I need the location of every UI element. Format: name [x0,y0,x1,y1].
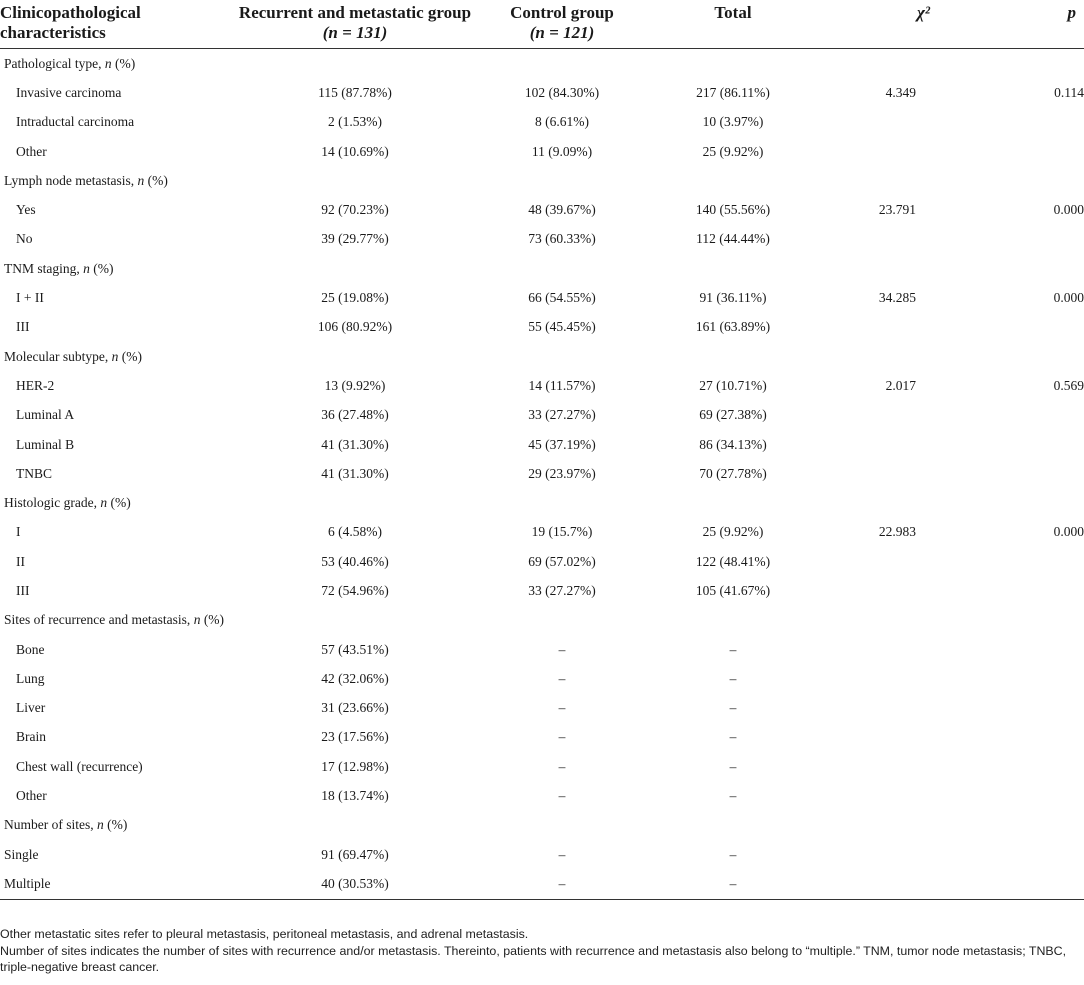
cell-total: 112 (44.44%) [696,231,770,247]
cell-chi-square [820,694,944,723]
cell-total: 86 (34.13%) [699,436,767,452]
cell-control: – [558,670,566,686]
cell-recurrent: 53 (40.46%) [321,553,389,569]
cell-total: 105 (41.67%) [695,582,771,598]
table-row [0,840,1084,869]
cell-control: – [558,758,566,774]
cell-control: 73 (60.33%) [528,231,596,247]
cell-total: – [729,846,737,862]
cell-recurrent: 40 (30.53%) [321,875,389,891]
cell-p-value [944,459,1084,488]
table-row [0,225,1084,254]
cell-control: 14 (11.57%) [528,377,596,393]
cell-control: 55 (45.45%) [528,319,596,335]
cell-control: – [558,788,566,804]
cell-control [478,254,646,283]
cell-control: 66 (54.55%) [528,290,596,306]
footnote-1: Other metastatic sites refer to pleural metastasis, peritoneal metastasis, and adrenal metastasis. [0,927,529,941]
header-characteristics-line1: Clinicopathological [0,3,141,22]
row-label: TNBC [16,465,53,481]
section-label: Sites of recurrence and metastasis, n (%) [4,612,225,628]
row-label: III [16,582,30,598]
header-control-group [478,0,646,49]
table-row [0,401,1084,430]
section-label: Histologic grade, n (%) [4,495,131,511]
cell-control: 33 (27.27%) [528,407,596,423]
cell-recurrent: 41 (31.30%) [321,465,389,481]
cell-recurrent: 18 (13.74%) [321,788,389,804]
cell-chi-square [820,635,944,664]
cell-control: 8 (6.61%) [535,114,589,130]
header-recurrent-line2: (n = 131) [322,23,388,42]
cell-p-value [944,313,1084,342]
cell-p-value [944,488,1084,517]
cell-total: 91 (36.11%) [699,290,767,306]
cell-total: – [729,875,737,891]
cell-recurrent [232,811,478,840]
cell-total [646,254,820,283]
table-row [0,547,1084,576]
cell-total: 122 (48.41%) [695,553,771,569]
row-label: Luminal B [16,436,75,452]
cell-control [478,342,646,371]
cell-chi-square [820,137,944,166]
cell-p-value [944,606,1084,635]
header-control-line2: (n = 121) [529,23,595,42]
table-row [0,313,1084,342]
table-row [0,195,1084,224]
cell-recurrent: 13 (9.92%) [324,377,386,393]
table-row [0,518,1084,547]
cell-p-value [944,49,1084,79]
row-label: II [16,553,25,569]
cell-control: – [558,641,566,657]
section-label: Number of sites, n (%) [4,817,128,833]
cell-p-value [944,401,1084,430]
table-row [0,635,1084,664]
cell-total: – [729,788,737,804]
cell-recurrent: 39 (29.77%) [321,231,389,247]
table-row [0,78,1084,107]
cell-control: 69 (57.02%) [528,553,596,569]
cell-recurrent: 36 (27.48%) [321,407,389,423]
table-row [0,430,1084,459]
cell-control: 29 (23.97%) [528,465,596,481]
row-label: Brain [16,729,46,745]
table-footnotes [0,926,1084,976]
cell-total [646,811,820,840]
cell-chi-square [820,225,944,254]
cell-recurrent: 6 (4.58%) [328,524,382,540]
cell-recurrent: 72 (54.96%) [321,582,389,598]
header-chi-square: χ² [917,3,930,22]
cell-total: – [729,729,737,745]
cell-control [478,49,646,79]
cell-recurrent [232,166,478,195]
header-total: Total [714,3,752,22]
cell-control: 11 (9.09%) [531,143,593,159]
cell-total: – [729,700,737,716]
cell-control [478,811,646,840]
section-row [0,811,1084,840]
row-label: Multiple [4,875,51,891]
section-row [0,488,1084,517]
header-p-value: p [1067,3,1076,22]
cell-chi-square [820,488,944,517]
header-control-line1: Control group [510,3,614,22]
cell-control: 33 (27.27%) [528,582,596,598]
cell-total [646,49,820,79]
table-row [0,869,1084,899]
cell-recurrent [232,49,478,79]
cell-chi-square [820,664,944,693]
cell-chi-square [820,781,944,810]
table-row [0,137,1084,166]
cell-p-value: 0.000 [1053,202,1084,218]
cell-recurrent: 41 (31.30%) [321,436,389,452]
cell-control: 102 (84.30%) [524,84,600,100]
row-label: Lung [16,670,45,686]
cell-recurrent: 91 (69.47%) [321,846,389,862]
cell-recurrent: 23 (17.56%) [321,729,389,745]
cell-p-value [944,840,1084,869]
cell-p-value [944,723,1084,752]
row-label: Luminal A [16,407,75,423]
row-label: Liver [16,700,46,716]
cell-p-value: 0.569 [1053,377,1084,393]
cell-p-value: 0.000 [1053,524,1084,540]
cell-total [646,166,820,195]
footnote-2: Number of sites indicates the number of sites with recurrence and/or metastasis. Thereinto, patients with recurrence and metastasis also belong to “multiple.” TNM, tumor node metastasis; TNBC, triple-negative breast cancer. [0,943,1067,974]
row-label: I [16,524,21,540]
cell-p-value: 0.000 [1053,290,1084,306]
row-label: Other [16,143,47,159]
cell-total: 25 (9.92%) [702,524,764,540]
cell-control: – [558,700,566,716]
row-label: Invasive carcinoma [16,84,122,100]
row-label: Single [4,846,39,862]
section-label: TNM staging, n (%) [4,260,114,276]
cell-chi-square: 23.791 [878,202,916,218]
row-label: III [16,319,30,335]
table-row [0,576,1084,605]
cell-chi-square: 34.285 [878,290,916,306]
table-row [0,371,1084,400]
row-label: Chest wall (recurrence) [16,758,143,774]
cell-control: – [558,729,566,745]
cell-total [646,606,820,635]
cell-chi-square [820,49,944,79]
cell-chi-square [820,254,944,283]
cell-p-value [944,694,1084,723]
cell-total: 140 (55.56%) [695,202,771,218]
cell-p-value [944,430,1084,459]
cell-recurrent [232,342,478,371]
cell-recurrent [232,488,478,517]
row-label: HER-2 [16,377,55,393]
cell-recurrent: 92 (70.23%) [321,202,389,218]
cell-chi-square [820,840,944,869]
cell-chi-square [820,547,944,576]
cell-total: 27 (10.71%) [699,377,767,393]
header-characteristics [0,0,232,49]
cell-total [646,488,820,517]
cell-control: – [558,846,566,862]
header-characteristics-line2: characteristics [0,23,106,42]
cell-chi-square [820,342,944,371]
cell-control: 45 (37.19%) [528,436,596,452]
cell-total: – [729,641,737,657]
table-row [0,723,1084,752]
cell-p-value [944,811,1084,840]
cell-p-value [944,869,1084,899]
cell-total: – [729,670,737,686]
section-row [0,166,1084,195]
cell-recurrent: 31 (23.66%) [321,700,389,716]
table-row [0,752,1084,781]
cell-total: 70 (27.78%) [699,465,767,481]
cell-p-value: 0.114 [1054,84,1084,100]
cell-p-value [944,137,1084,166]
cell-total: 161 (63.89%) [695,319,771,335]
cell-recurrent [232,254,478,283]
cell-recurrent: 57 (43.51%) [321,641,389,657]
cell-p-value [944,108,1084,137]
section-row [0,342,1084,371]
cell-recurrent: 115 (87.78%) [318,84,392,100]
cell-chi-square [820,869,944,899]
table-row [0,664,1084,693]
cell-chi-square [820,811,944,840]
cell-p-value [944,254,1084,283]
cell-chi-square [820,752,944,781]
cell-chi-square [820,723,944,752]
table-body [0,49,1084,900]
cell-recurrent: 2 (1.53%) [328,114,382,130]
cell-p-value [944,781,1084,810]
cell-control: – [558,875,566,891]
cell-chi-square [820,430,944,459]
cell-chi-square [820,166,944,195]
cell-p-value [944,166,1084,195]
cell-p-value [944,342,1084,371]
cell-p-value [944,225,1084,254]
cell-recurrent [232,606,478,635]
cell-recurrent: 17 (12.98%) [321,758,389,774]
header-recurrent-group [232,0,478,49]
cell-chi-square: 2.017 [885,377,916,393]
cell-p-value [944,664,1084,693]
cell-total: 25 (9.92%) [702,143,764,159]
cell-chi-square [820,313,944,342]
cell-p-value [944,635,1084,664]
cell-chi-square: 22.983 [878,524,916,540]
section-label: Pathological type, n (%) [4,55,136,71]
table-row [0,108,1084,137]
header-row [0,0,1084,49]
cell-chi-square [820,108,944,137]
section-row [0,49,1084,79]
row-label: Intraductal carcinoma [16,114,135,130]
row-label: Bone [16,641,45,657]
cell-chi-square [820,459,944,488]
cell-total: 10 (3.97%) [702,114,764,130]
cell-recurrent: 25 (19.08%) [321,290,389,306]
row-label: Yes [16,202,36,218]
cell-total: 69 (27.38%) [699,407,767,423]
cell-chi-square [820,401,944,430]
cell-total: – [729,758,737,774]
section-label: Molecular subtype, n (%) [4,348,142,364]
cell-total [646,342,820,371]
table-row [0,283,1084,312]
table-row [0,459,1084,488]
cell-control [478,606,646,635]
section-row [0,254,1084,283]
table-header [0,0,1084,49]
section-label: Lymph node metastasis, n (%) [4,172,168,188]
row-label: I + II [16,290,44,306]
cell-control: 19 (15.7%) [531,524,593,540]
cell-p-value [944,576,1084,605]
row-label: No [16,231,33,247]
cell-recurrent: 14 (10.69%) [321,143,389,159]
cell-control [478,488,646,517]
cell-chi-square: 4.349 [885,84,916,100]
table-row [0,694,1084,723]
cell-recurrent: 106 (80.92%) [317,319,393,335]
cell-p-value [944,752,1084,781]
header-recurrent-line1: Recurrent and metastatic group [238,3,472,22]
cell-total: 217 (86.11%) [696,84,770,100]
cell-chi-square [820,606,944,635]
table-row [0,781,1084,810]
cell-control: 48 (39.67%) [528,202,596,218]
cell-chi-square [820,576,944,605]
cell-control [478,166,646,195]
section-row [0,606,1084,635]
cell-recurrent: 42 (32.06%) [321,670,389,686]
row-label: Other [16,788,47,804]
cell-p-value [944,547,1084,576]
